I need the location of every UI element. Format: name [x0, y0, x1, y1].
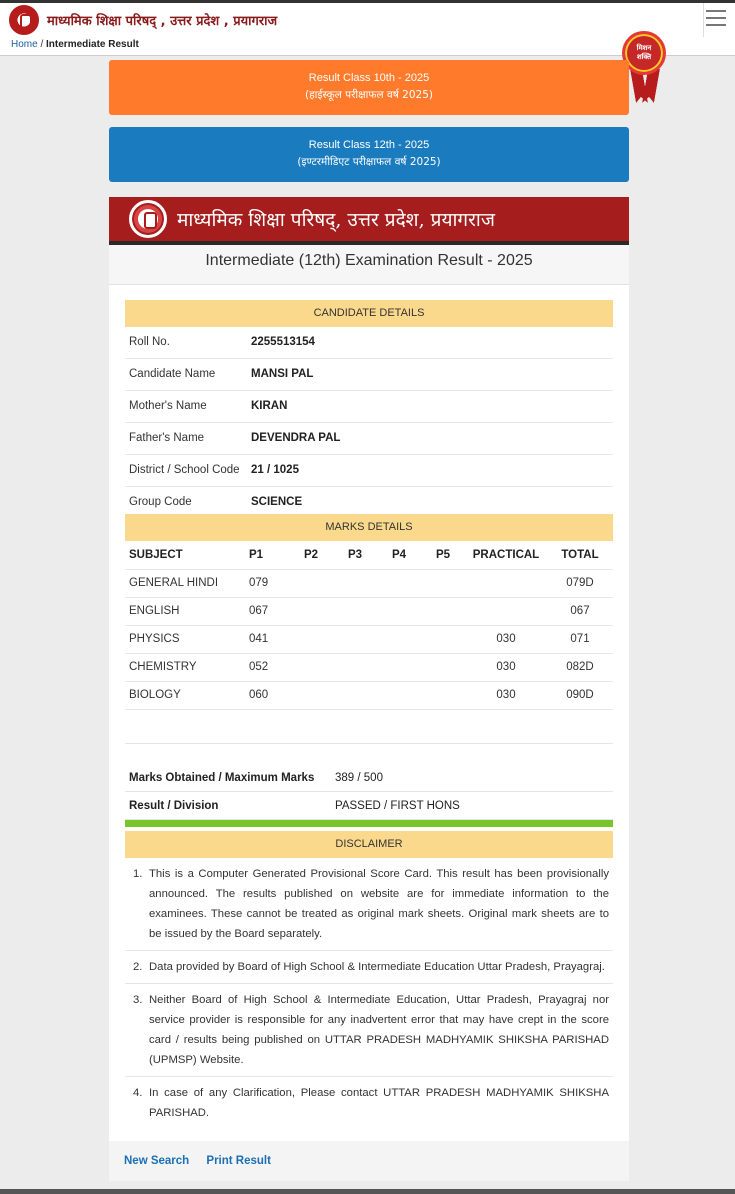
- marks-cell-p5: [421, 597, 465, 625]
- marks-cell-practical: 030: [465, 653, 547, 681]
- marks-cell-p1: 041: [245, 625, 289, 653]
- candidate-detail-value: KIRAN: [251, 400, 288, 412]
- disclaimer-list: [125, 858, 613, 1129]
- marks-col-header: P2: [289, 541, 333, 569]
- marks-cell-p4: [377, 653, 421, 681]
- marks-cell-p1: 067: [245, 597, 289, 625]
- marks-table-row: [125, 653, 613, 681]
- candidate-details-section: [125, 300, 613, 519]
- marks-cell-p1: 079: [245, 569, 289, 597]
- candidate-detail-row: [125, 423, 613, 455]
- marks-cell-p4: [377, 597, 421, 625]
- disclaimer-number: 2.: [133, 960, 143, 973]
- result-division-row: [125, 792, 613, 820]
- board-logo-icon: [9, 5, 39, 35]
- marks-cell-p1: 060: [245, 681, 289, 709]
- marks-cell-p3: [333, 625, 377, 653]
- marks-cell-practical: [465, 569, 547, 597]
- site-title: माध्यमिक शिक्षा परिषद् , उत्तर प्रदेश , प्रयागराज: [47, 14, 278, 29]
- marks-table-row: [125, 681, 613, 709]
- result-division-value: PASSED / FIRST HONS: [335, 799, 460, 812]
- marks-cell-p3: [333, 597, 377, 625]
- marks-col-header: P4: [377, 541, 421, 569]
- marks-cell-subject: CHEMISTRY: [125, 653, 245, 681]
- new-search-link[interactable]: New Search: [124, 1155, 190, 1167]
- marks-table: [125, 541, 613, 710]
- breadcrumb-current: Intermediate Result: [46, 39, 139, 50]
- marks-cell-subject: PHYSICS: [125, 625, 245, 653]
- disclaimer-text: In case of any Clarification, Please contact UTTAR PRADESH MADHYAMIK SHIKSHA PARISHAD.: [149, 1086, 609, 1119]
- marks-col-header: TOTAL: [547, 541, 613, 569]
- marks-col-header: P1: [245, 541, 289, 569]
- candidate-detail-row: [125, 359, 613, 391]
- marks-cell-practical: 030: [465, 681, 547, 709]
- marks-cell-practical: [465, 597, 547, 625]
- disclaimer-item: [125, 984, 613, 1077]
- disclaimer-text: This is a Computer Generated Provisional Score Card. This result has been provisionally announced. The results published on website are for immediate information to the examinees. These cannot be treated as original mark sheets. Original mark sheets are to be issued by the Board separately.: [149, 867, 609, 940]
- marks-obtained-label: Marks Obtained / Maximum Marks: [129, 771, 315, 784]
- disclaimer-item: [125, 858, 613, 951]
- breadcrumb-home-link[interactable]: Home: [11, 39, 38, 50]
- disclaimer-number: 1.: [133, 867, 143, 880]
- pass-status-bar: [125, 820, 613, 827]
- marks-cell-subject: GENERAL HINDI: [125, 569, 245, 597]
- marks-table-row: [125, 569, 613, 597]
- marks-col-header: PRACTICAL: [465, 541, 547, 569]
- candidate-detail-label: Candidate Name: [129, 368, 216, 380]
- candidate-detail-value: DEVENDRA PAL: [251, 432, 341, 444]
- candidate-detail-label: Mother's Name: [129, 400, 207, 412]
- marks-details-heading: MARKS DETAILS: [125, 514, 613, 541]
- marks-cell-p2: [289, 625, 333, 653]
- banner-title: माध्यमिक शिक्षा परिषद्, उत्तर प्रदेश, प्रयागराज: [177, 209, 495, 231]
- result-card: [109, 197, 629, 1181]
- candidate-detail-label: Father's Name: [129, 432, 205, 444]
- bottom-border: [0, 1189, 735, 1194]
- marks-table-body: [125, 569, 613, 709]
- candidate-detail-label: Group Code: [129, 496, 192, 508]
- marks-table-row: [125, 625, 613, 653]
- marks-cell-p5: [421, 681, 465, 709]
- marks-cell-p1: 052: [245, 653, 289, 681]
- marks-cell-p2: [289, 653, 333, 681]
- marks-cell-total: 079D: [547, 569, 613, 597]
- disclaimer-heading: DISCLAIMER: [125, 831, 613, 858]
- candidate-detail-row: [125, 391, 613, 423]
- candidate-detail-value: SCIENCE: [251, 496, 303, 508]
- candidate-detail-value: 21 / 1025: [251, 464, 299, 476]
- disclaimer-number: 3.: [133, 993, 143, 1006]
- board-banner: [109, 197, 629, 245]
- candidate-detail-value: 2255513154: [251, 336, 315, 348]
- marks-cell-p3: [333, 569, 377, 597]
- table-spacer: [125, 710, 613, 744]
- marks-cell-p4: [377, 681, 421, 709]
- marks-cell-practical: 030: [465, 625, 547, 653]
- class10-label-en: Result Class 10th - 2025: [308, 72, 430, 84]
- candidate-detail-value: MANSI PAL: [251, 368, 314, 380]
- marks-cell-total: 090D: [547, 681, 613, 709]
- board-emblem-icon: [129, 200, 167, 238]
- marks-cell-p5: [421, 569, 465, 597]
- disclaimer-item: [125, 951, 613, 984]
- marks-obtained-row: [125, 764, 613, 792]
- marks-table-row: [125, 597, 613, 625]
- hamburger-menu-icon[interactable]: [706, 10, 726, 26]
- marks-col-header: P3: [333, 541, 377, 569]
- print-result-link[interactable]: Print Result: [206, 1155, 271, 1167]
- marks-obtained-value: 389 / 500: [335, 771, 383, 784]
- marks-cell-p5: [421, 625, 465, 653]
- disclaimer-item: [125, 1077, 613, 1129]
- marks-cell-total: 071: [547, 625, 613, 653]
- marks-details-section: [125, 514, 613, 1129]
- class12-label-hi: (इण्टरमीडिएट परीक्षाफल वर्ष 2025): [297, 156, 441, 168]
- marks-col-header: SUBJECT: [125, 541, 245, 569]
- marks-cell-p5: [421, 653, 465, 681]
- marks-cell-p4: [377, 625, 421, 653]
- candidate-details-list: [125, 327, 613, 519]
- exam-title: Intermediate (12th) Examination Result - 2025: [109, 245, 629, 285]
- disclaimer-text: Data provided by Board of High School & Intermediate Education Uttar Pradesh, Prayagraj.: [149, 960, 605, 973]
- marks-cell-p2: [289, 569, 333, 597]
- result-class-12-button[interactable]: [109, 127, 629, 182]
- marks-table-header: [125, 541, 613, 569]
- class12-label-en: Result Class 12th - 2025: [308, 139, 430, 151]
- marks-cell-p3: [333, 653, 377, 681]
- breadcrumb-separator: /: [40, 39, 44, 50]
- result-division-label: Result / Division: [129, 799, 219, 812]
- disclaimer-text: Neither Board of High School & Intermediate Education, Uttar Pradesh, Prayagraj nor service provider is responsible for any inadvertent error that may have crept in the score card / results being published on UTTAR PRADESH MADHYAMIK SHIKSHA PARISHAD (UPMSP) Website.: [149, 993, 609, 1066]
- marks-cell-p2: [289, 681, 333, 709]
- card-footer: [109, 1141, 629, 1181]
- candidate-detail-row: [125, 327, 613, 359]
- marks-cell-p2: [289, 597, 333, 625]
- candidate-detail-label: Roll No.: [129, 336, 170, 348]
- marks-cell-subject: ENGLISH: [125, 597, 245, 625]
- marks-cell-total: 067: [547, 597, 613, 625]
- candidate-detail-row: [125, 455, 613, 487]
- candidate-detail-label: District / School Code: [129, 464, 240, 476]
- marks-cell-p4: [377, 569, 421, 597]
- marks-cell-total: 082D: [547, 653, 613, 681]
- result-class-10-button[interactable]: [109, 60, 629, 115]
- marks-col-header: P5: [421, 541, 465, 569]
- candidate-details-heading: CANDIDATE DETAILS: [125, 300, 613, 327]
- marks-cell-subject: BIOLOGY: [125, 681, 245, 709]
- disclaimer-number: 4.: [133, 1086, 143, 1099]
- marks-cell-p3: [333, 681, 377, 709]
- class10-label-hi: (हाईस्कूल परीक्षाफल वर्ष 2025): [305, 89, 433, 101]
- seal-badge-icon: मिशन शक्ति: [622, 31, 666, 75]
